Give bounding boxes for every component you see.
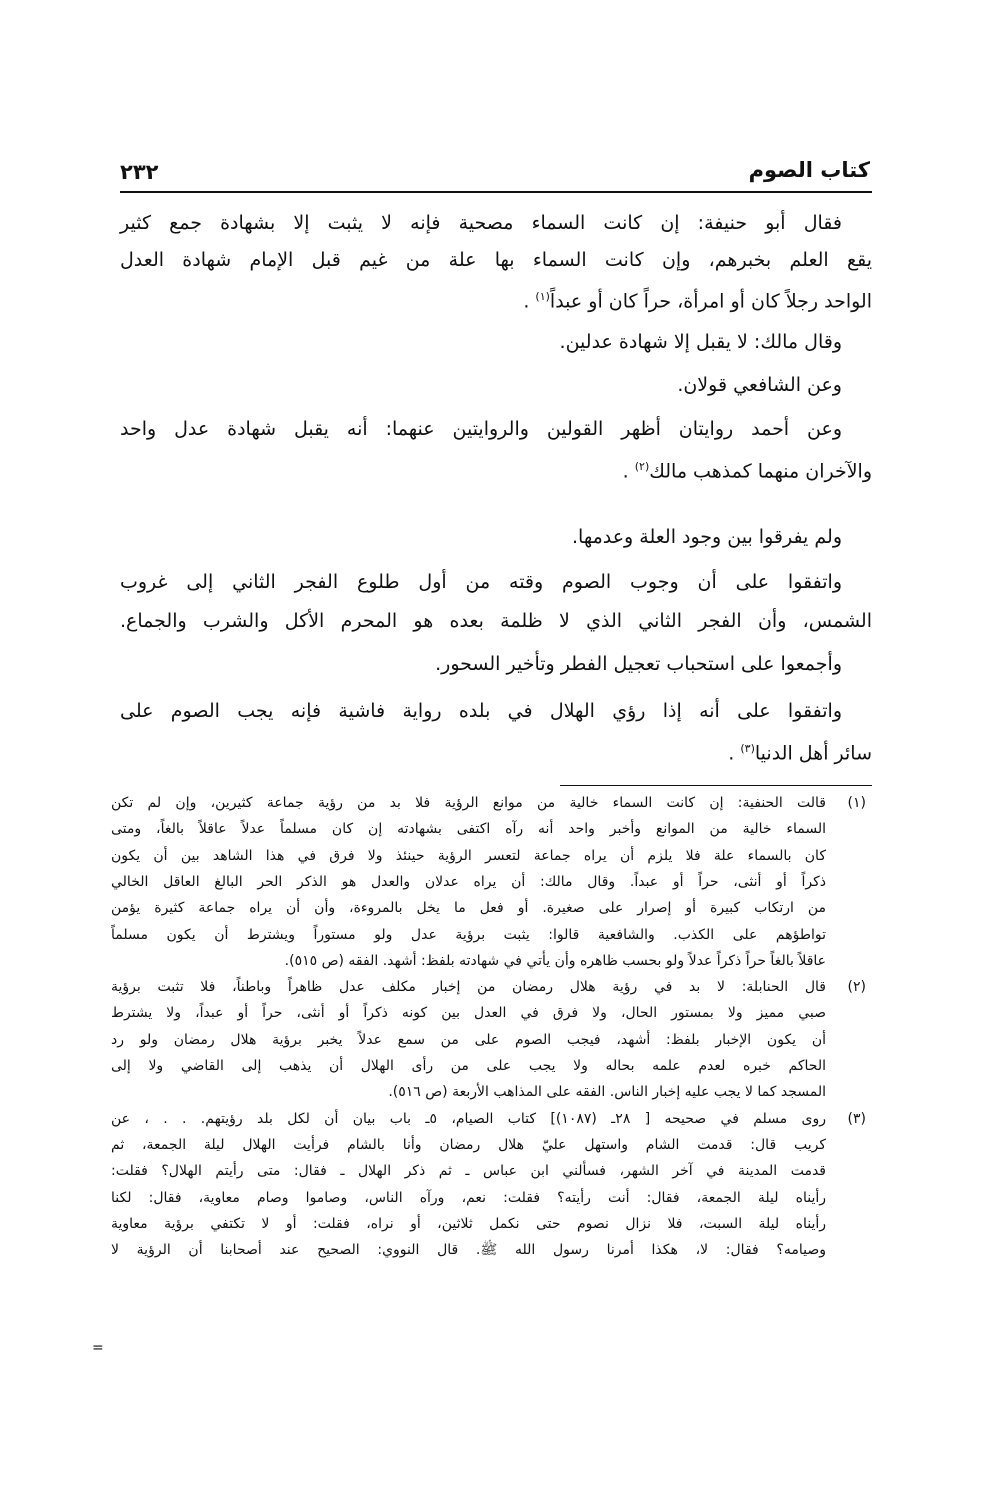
body-line: الشمس، وأن الفجر الثاني الذي لا ظلمة بعده هو المحرم الأكل والشرب والجماع. [120,610,872,632]
body-line [120,282,872,312]
footnote-line: عاقلاً بالغاً حراً ذكراً عدلاً ولو بحسب ظاهره وأن يأتي في شهادته بلفظ: أشهد. الفقه (ص ٥١٥). [284,952,826,969]
period: . [622,460,629,483]
footnote-ref[interactable]: (٣) [740,742,755,755]
period: . [728,742,735,765]
footnote-line: صبي مميز ولا بمستور الحال، ولا فرق في العدل بين كونه ذكراً أو أنثى، حراً أو عبداً، ولا يشترط [111,1005,826,1022]
edge-mark: = [92,1340,104,1356]
footnote-ref[interactable]: (١) [535,290,550,303]
footnote-line: تواطؤهم على الكذب. والشافعية قالوا: يثبت برؤية عدل ولو مستوراً ويشترط أن يكون مسلماً [111,926,826,943]
body-text: الواحد رجلاً كان أو امرأة، حراً كان أو عبداً [549,290,872,313]
body-line: يقع العلم بخبرهم، وإن كانت السماء بها علة من غيم قبل الإمام شهادة العدل [120,249,872,271]
body-line: وأجمعوا على استحباب تعجيل الفطر وتأخير السحور. [435,653,842,675]
body-line: واتفقوا على أنه إذا رؤي الهلال في بلده رواية فاشية فإنه يجب الصوم على [120,700,842,722]
running-header-title: كتاب الصوم [748,158,870,182]
body-line: وعن الشافعي قولان. [677,374,842,396]
footnote-line: رأيناه ليلة الجمعة، فقال: أنت رأيته؟ فقلت: نعم، ورآه الناس، وصاموا وصام معاوية، فقال: لكنا [111,1189,826,1206]
body-line: وقال مالك: لا يقبل إلا شهادة عدلين. [559,331,842,353]
footnote-number: (٢) [847,979,866,996]
body-line [120,734,872,764]
footnote-line: ذكراً أو أنثى، حراً أو عبداً. وقال مالك: أن يراه عدلان والعدل هو الذكر الحر البالغ العاقل الخالي [111,873,826,890]
header-rule [120,191,872,193]
footnote-line: كريب قال: قدمت الشام واستهل عليّ هلال رمضان وأنا بالشام فرأيت الهلال ليلة الجمعة، ثم [111,1136,826,1153]
body-line [120,452,872,482]
footnote-number: (٣) [847,1110,866,1127]
body-text: والآخران منهما كمذهب مالك [649,460,872,483]
footnote-line: كان بالسماء علة فلا يلزم أن يراه جماعة لتعسر الرؤية حينئذ ولا فرق في هذا الشاهد بين أن يكون [111,847,826,864]
footnote-line: قدمت المدينة في آخر الشهر، فسألني ابن عباس ـ ثم ذكر الهلال ـ فقال: متى رأيتم الهلال؟ فقلت: [111,1163,826,1180]
footnote-line: من ارتكاب كبيرة أو إصرار على صغيرة. أو فعل ما يخل بالمروءة، وأن أن يراه جماعة كثيرة يؤمن [111,900,826,917]
footnote-line: رأيناه ليلة السبت، فلا نزال نصوم حتى نكمل ثلاثين، أو نراه، فقلت: أو لا تكتفي برؤية معاوية [111,1215,826,1232]
footnote-ref[interactable]: (٢) [634,460,650,473]
body-text: سائر أهل الدنيا [754,742,872,765]
footnote-number: (١) [847,795,866,811]
footnote-line: وصيامه؟ فقال: لا، هكذا أمرنا رسول الله ﷺ. قال النووي: الصحيح عند أصحابنا أن الرؤية لا [111,1242,826,1259]
footnote-line: روى مسلم في صحيحه [ ٢٨ـ (١٠٨٧)] كتاب الصيام، ٥ـ باب بيان أن لكل بلد رؤيتهم. . . ، عن [111,1110,826,1127]
body-line: وعن أحمد روايتان أظهر القولين والروايتين عنهما: أنه يقبل شهادة عدل واحد [120,418,842,440]
footnote-line: المسجد كما لا يجب عليه إخبار الناس. الفقه على المذاهب الأربعة (ص ٥١٦). [388,1084,826,1101]
body-line: ولم يفرقوا بين وجود العلة وعدمها. [571,526,842,548]
footnote-line: قال الحنابلة: لا بد في رؤية هلال رمضان من إخبار مكلف عدل ظاهراً وباطناً، فلا تثبت برؤية [111,979,826,996]
page-number: ٢٣٢ [120,160,159,184]
body-line: فقال أبو حنيفة: إن كانت السماء مصحية فإنه لا يثبت إلا بشهادة جمع كثير [120,212,842,234]
body-line: واتفقوا على أن وجوب الصوم وقته من أول طلوع الفجر الثاني إلى غروب [120,571,842,593]
footnote-line: السماء خالية من الموانع وأخبر واحد أنه رآه اكتفى بشهادته إن كان مسلماً عدلاً عاقلاً بالغاً، ومتى [111,821,826,838]
period: . [523,290,530,313]
footnote-line: الحاكم خبره لعدم علمه بحاله ولا يجب على من رأى الهلال أن يذهب إلى القاضي ولا إلى [111,1058,826,1074]
footnote-line: قالت الحنفية: إن كانت السماء خالية من موانع الرؤية فلا بد من رؤية جماعة كثيرين، وإن لم تكن [111,795,826,811]
footnote-separator [560,785,872,786]
footnote-line: أن يكون الإخبار بلفظ: أشهد، فيجب الصوم على من سمع عدلاً يخبر برؤية هلال رمضان ولو رد [111,1031,826,1048]
